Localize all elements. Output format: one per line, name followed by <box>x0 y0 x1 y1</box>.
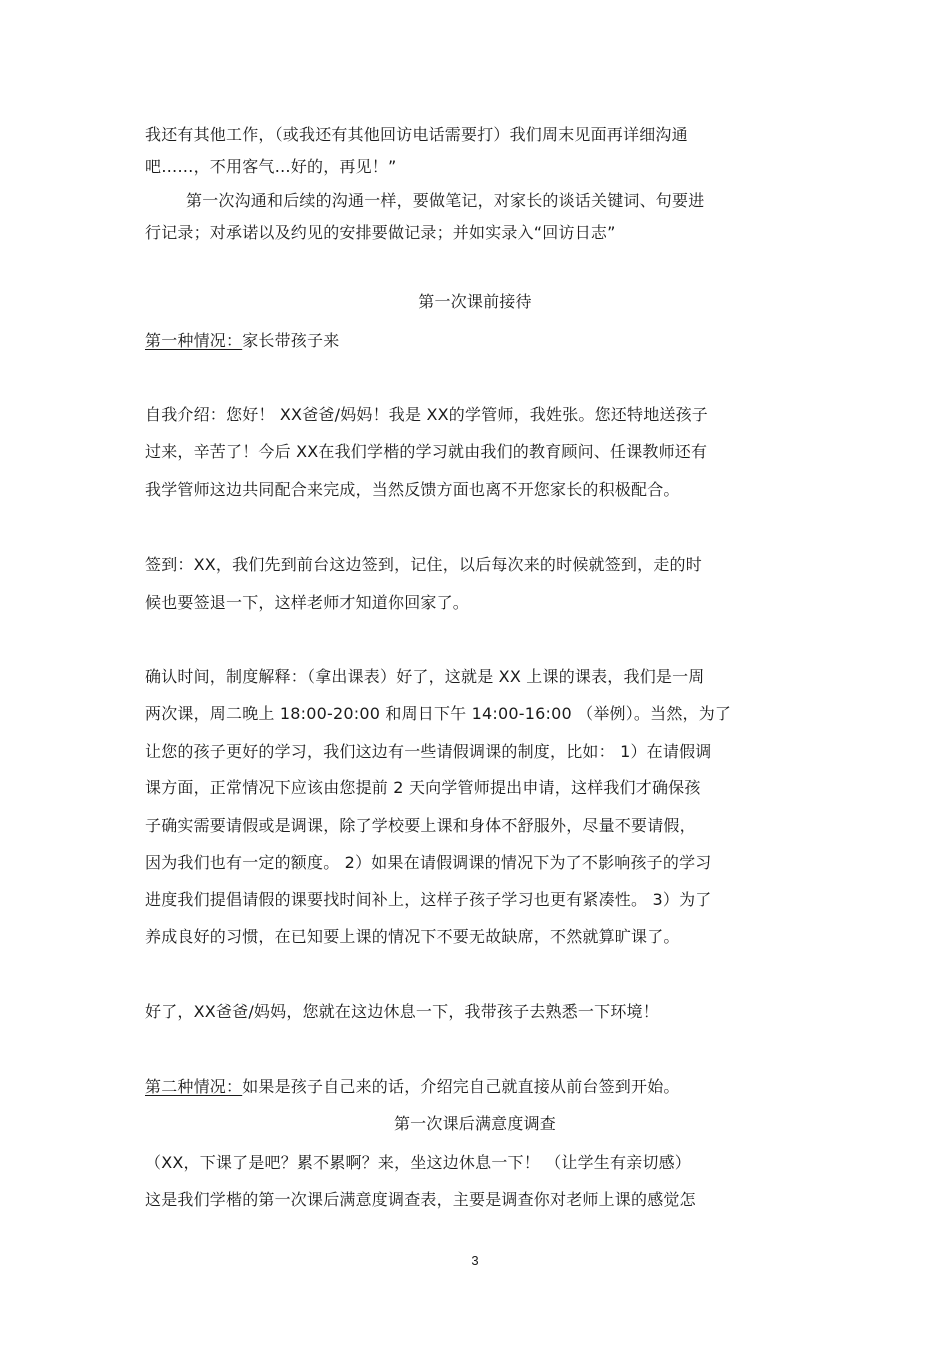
case-one-label: 第一种情况： <box>145 331 243 350</box>
case-one-text: 家长带孩子来 <box>242 331 340 350</box>
signin-line: 候也要签退一下，这样老师才知道你回家了。 <box>145 593 470 612</box>
confirm-line: 确认时间，制度解释：（拿出课表）好了，这就是 XX 上课的课表，我们是一周 <box>145 667 705 686</box>
section-heading: 第一次课前接待 <box>418 292 532 311</box>
paragraph-line: 第一次沟通和后续的沟通一样，要做笔记，对家长的谈话关键词、句要进 <box>186 191 705 210</box>
survey-line: 这是我们学楷的第一次课后满意度调查表，主要是调查你对老师上课的感觉怎 <box>145 1190 696 1209</box>
confirm-line: 两次课，周二晚上 18:00-20:00 和周日下午 14:00-16:00 （举例）。当然，为了 <box>145 704 732 723</box>
case-one-line <box>145 330 339 352</box>
paragraph-line: 吧……，不用客气…好的，再见！” <box>145 157 397 176</box>
confirm-line: 进度我们提倡请假的课要找时间补上，这样子孩子学习也更有紧凑性。 3）为了 <box>145 890 712 909</box>
confirm-line: 让您的孩子更好的学习，我们这边有一些请假调课的制度，比如： 1）在请假调 <box>145 742 712 761</box>
page-number: 3 <box>471 1253 479 1268</box>
confirm-line: 子确实需要请假或是调课，除了学校要上课和身体不舒服外，尽量不要请假， <box>145 816 696 835</box>
intro-line: 我学管师这边共同配合来完成，当然反馈方面也离不开您家长的积极配合。 <box>145 480 680 499</box>
signin-line: 签到：XX，我们先到前台这边签到，记住，以后每次来的时候就签到，走的时 <box>145 555 702 574</box>
case-two-label: 第二种情况： <box>145 1077 243 1096</box>
survey-line: （XX，下课了是吧？累不累啊？来，坐这边休息一下！ （让学生有亲切感） <box>145 1153 692 1172</box>
paragraph-line: 我还有其他工作，（或我还有其他回访电话需要打）我们周末见面再详细沟通 <box>145 125 688 144</box>
rest-line: 好了，XX爸爸/妈妈，您就在这边休息一下，我带孩子去熟悉一下环境！ <box>145 1002 659 1021</box>
section-heading: 第一次课后满意度调查 <box>393 1114 556 1133</box>
confirm-line: 课方面，正常情况下应该由您提前 2 天向学管师提出申请，这样我们才确保孩 <box>145 778 701 797</box>
paragraph-line: 行记录；对承诺以及约见的安排要做记录；并如实录入“回访日志” <box>145 223 616 242</box>
intro-line: 自我介绍：您好！ XX爸爸/妈妈！我是 XX的学管师，我姓张。您还特地送孩子 <box>145 405 709 424</box>
confirm-line: 养成良好的习惯，在已知要上课的情况下不要无故缺席，不然就算旷课了。 <box>145 927 680 946</box>
intro-line: 过来，辛苦了！今后 XX在我们学楷的学习就由我们的教育顾问、任课教师还有 <box>145 442 708 461</box>
case-two-line <box>145 1076 680 1098</box>
case-two-text: 如果是孩子自己来的话，介绍完自己就直接从前台签到开始。 <box>242 1077 680 1096</box>
confirm-line: 因为我们也有一定的额度。 2）如果在请假调课的情况下为了不影响孩子的学习 <box>145 853 712 872</box>
